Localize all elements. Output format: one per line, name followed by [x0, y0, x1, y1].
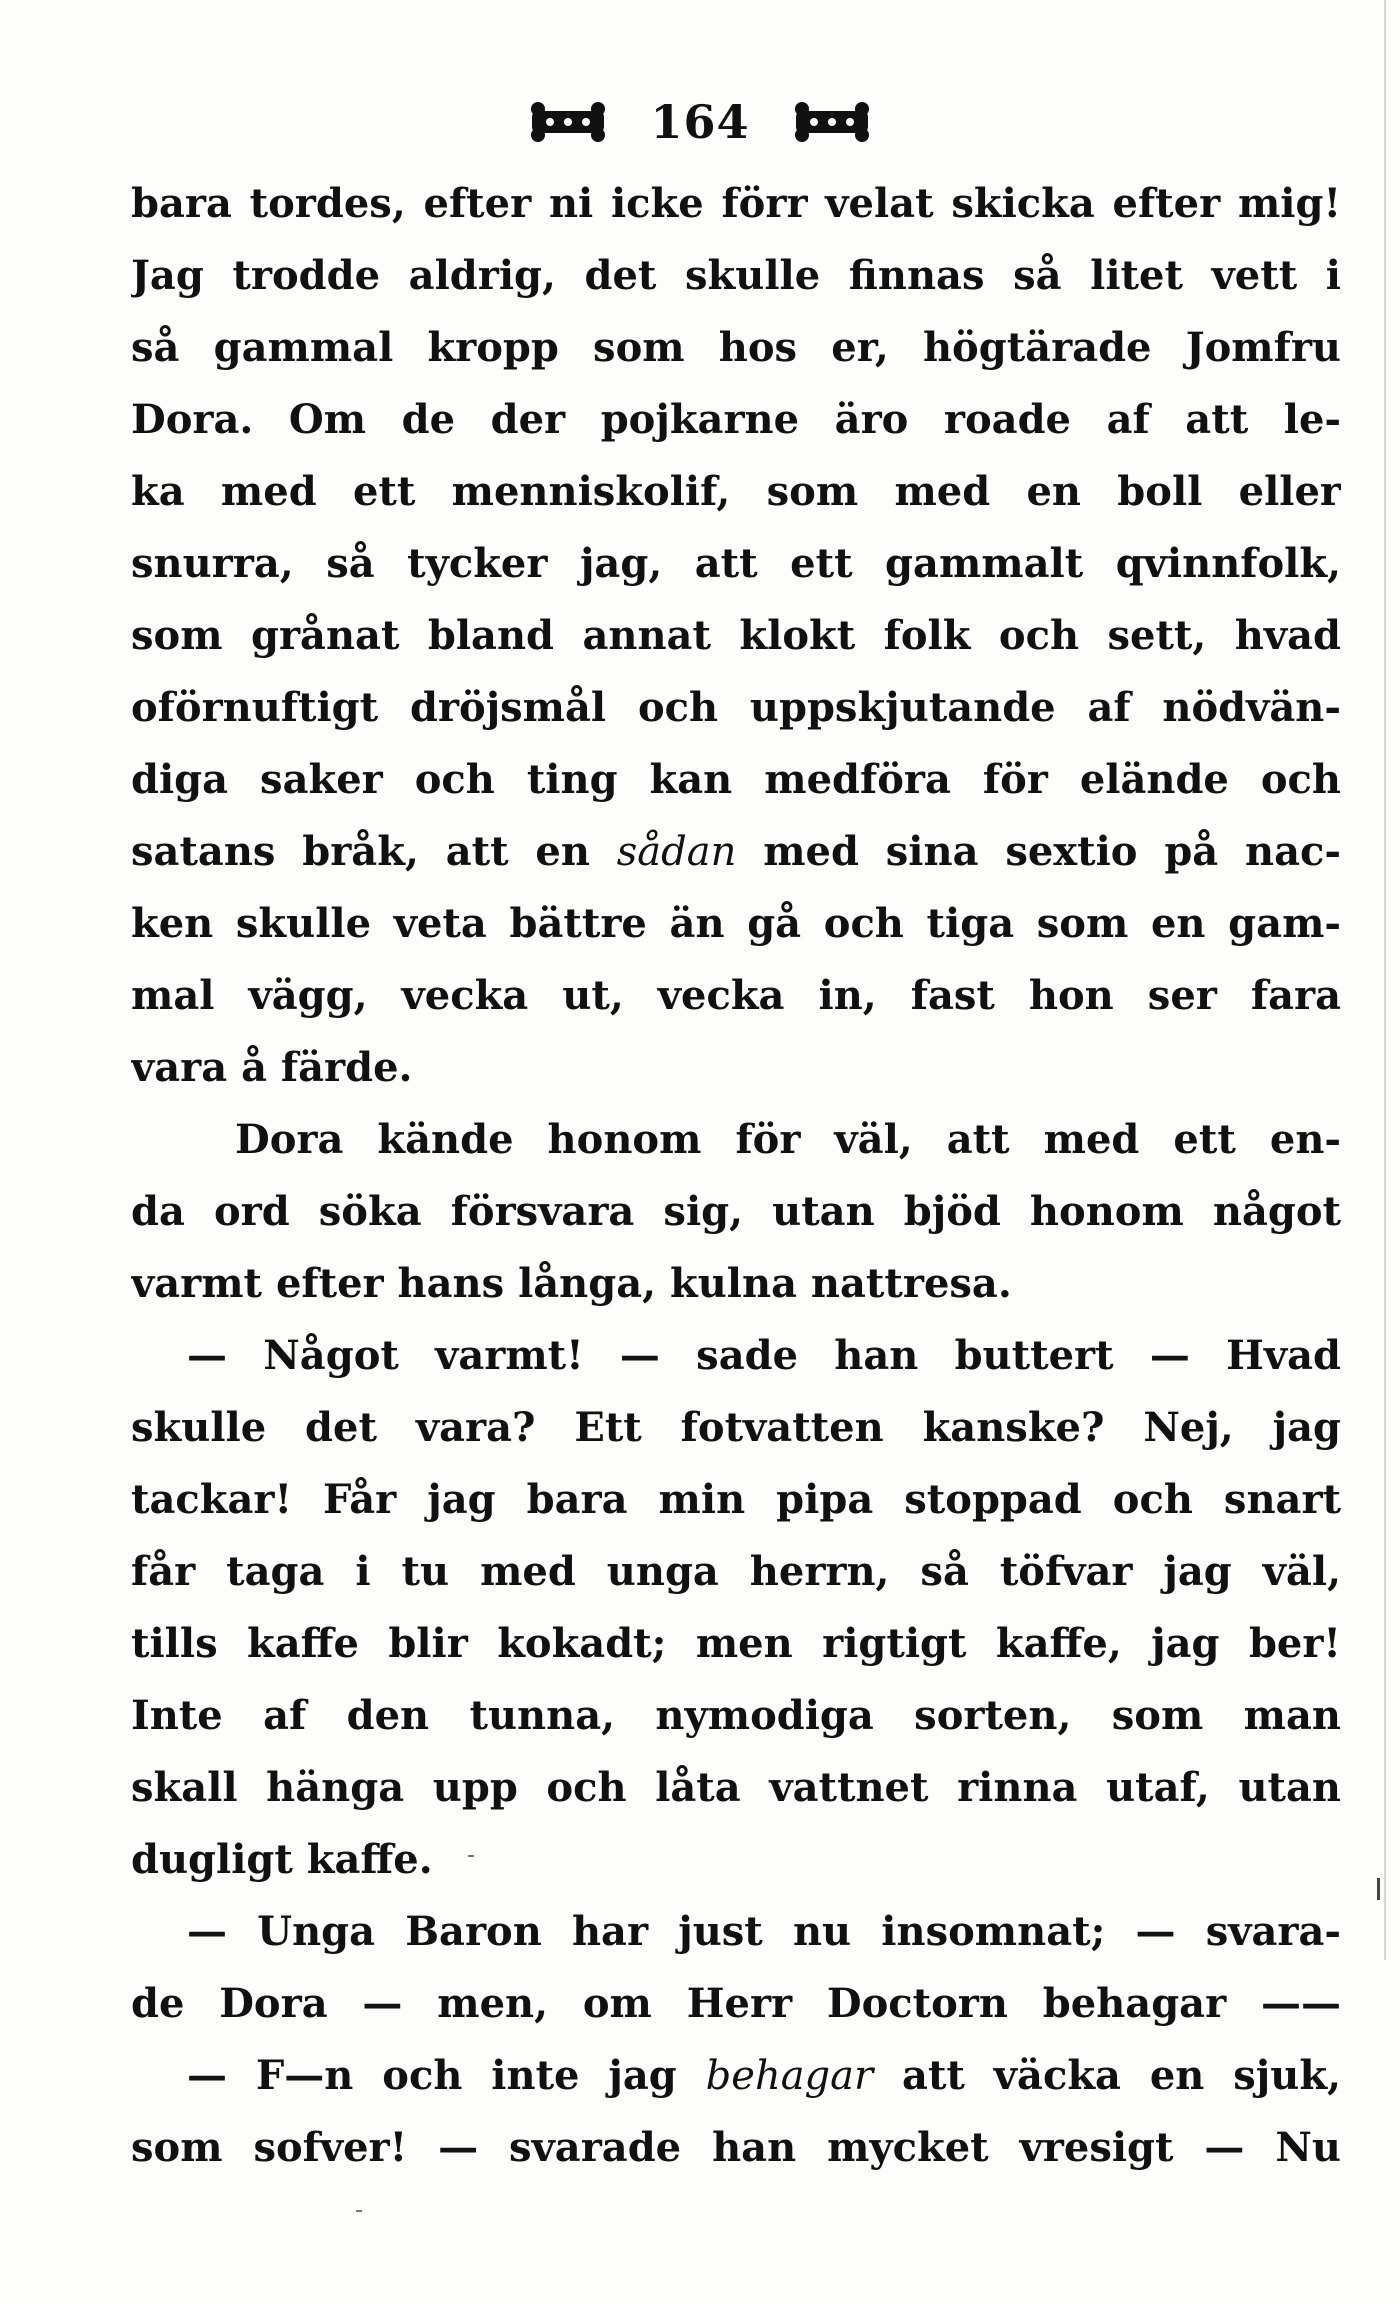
emphasized-word: sådan	[616, 829, 737, 875]
text-line: varmt efter hans långa, kulna nattresa.	[131, 1260, 1012, 1307]
text-line: Jag trodde aldrig, det skulle finnas så litet vett i	[131, 252, 1341, 299]
text-line: diga saker och ting kan medföra för elände och	[131, 756, 1341, 803]
page-header	[0, 82, 1400, 162]
text-line: ka med ett menniskolif, som med en boll eller	[131, 468, 1341, 515]
emphasized-word: behagar	[705, 2053, 874, 2099]
text-line: snurra, så tycker jag, att ett gammalt qvinnfolk,	[131, 540, 1341, 587]
text-line: Dora kände honom för väl, att med ett en-	[235, 1116, 1341, 1163]
text-line: så gammal kropp som hos er, högtärade Jomfru	[131, 324, 1341, 371]
page-number: 164	[650, 95, 750, 149]
text-segment: att väcka en sjuk,	[873, 2052, 1341, 2099]
text-line: Inte af den tunna, nymodiga sorten, som man	[131, 1692, 1341, 1739]
text-line: Dora. Om de der pojkarne äro roade af att le-	[131, 396, 1341, 443]
scroll-ornament-left-icon	[526, 99, 610, 145]
text-line: — Något varmt! — sade han buttert — Hvad	[187, 1332, 1341, 1379]
text-line: de Dora — men, om Herr Doctorn behagar ——	[131, 1980, 1341, 2027]
text-line-with-emphasis	[131, 2040, 1341, 2112]
scroll-ornament-right-icon	[790, 99, 874, 145]
text-line: dugligt kaffe.	[131, 1836, 433, 1883]
ink-speck	[356, 2210, 362, 2212]
text-line: som grånat bland annat klokt folk och sett, hvad	[131, 612, 1341, 659]
text-line: — Unga Baron har just nu insomnat; — svara-	[187, 1908, 1341, 1955]
text-line: ken skulle veta bättre än gå och tiga som en gam-	[131, 900, 1341, 947]
text-line: tackar! Får jag bara min pipa stoppad och snart	[131, 1476, 1341, 1523]
ink-speck	[468, 1855, 474, 1857]
text-line-with-emphasis	[131, 816, 1341, 888]
text-line: skulle det vara? Ett fotvatten kanske? Nej, jag	[131, 1404, 1341, 1451]
text-line: da ord söka försvara sig, utan bjöd honom något	[131, 1188, 1341, 1235]
text-line: mal vägg, vecka ut, vecka in, fast hon ser fara	[131, 972, 1341, 1019]
body-text	[131, 168, 1341, 2171]
text-line: tills kaffe blir kokadt; men rigtigt kaffe, jag ber!	[131, 1620, 1341, 1667]
text-line: skall hänga upp och låta vattnet rinna utaf, utan	[131, 1764, 1341, 1811]
text-line: som sofver! — svarade han mycket vresigt — Nu	[131, 2124, 1341, 2171]
text-line: vara å färde.	[131, 1044, 413, 1091]
margin-mark	[1377, 1878, 1380, 1900]
text-line: oförnuftigt dröjsmål och uppskjutande af nödvän-	[131, 684, 1341, 731]
text-segment: — F—n och inte jag	[187, 2052, 706, 2099]
text-segment: med sina sextio på nac-	[736, 828, 1341, 875]
text-segment: satans bråk, att en	[131, 828, 617, 875]
text-line: får taga i tu med unga herrn, så töfvar jag väl,	[131, 1548, 1341, 1595]
text-line: bara tordes, efter ni icke förr velat skicka efter mig!	[131, 180, 1341, 227]
right-margin-rule	[1384, 0, 1386, 1960]
